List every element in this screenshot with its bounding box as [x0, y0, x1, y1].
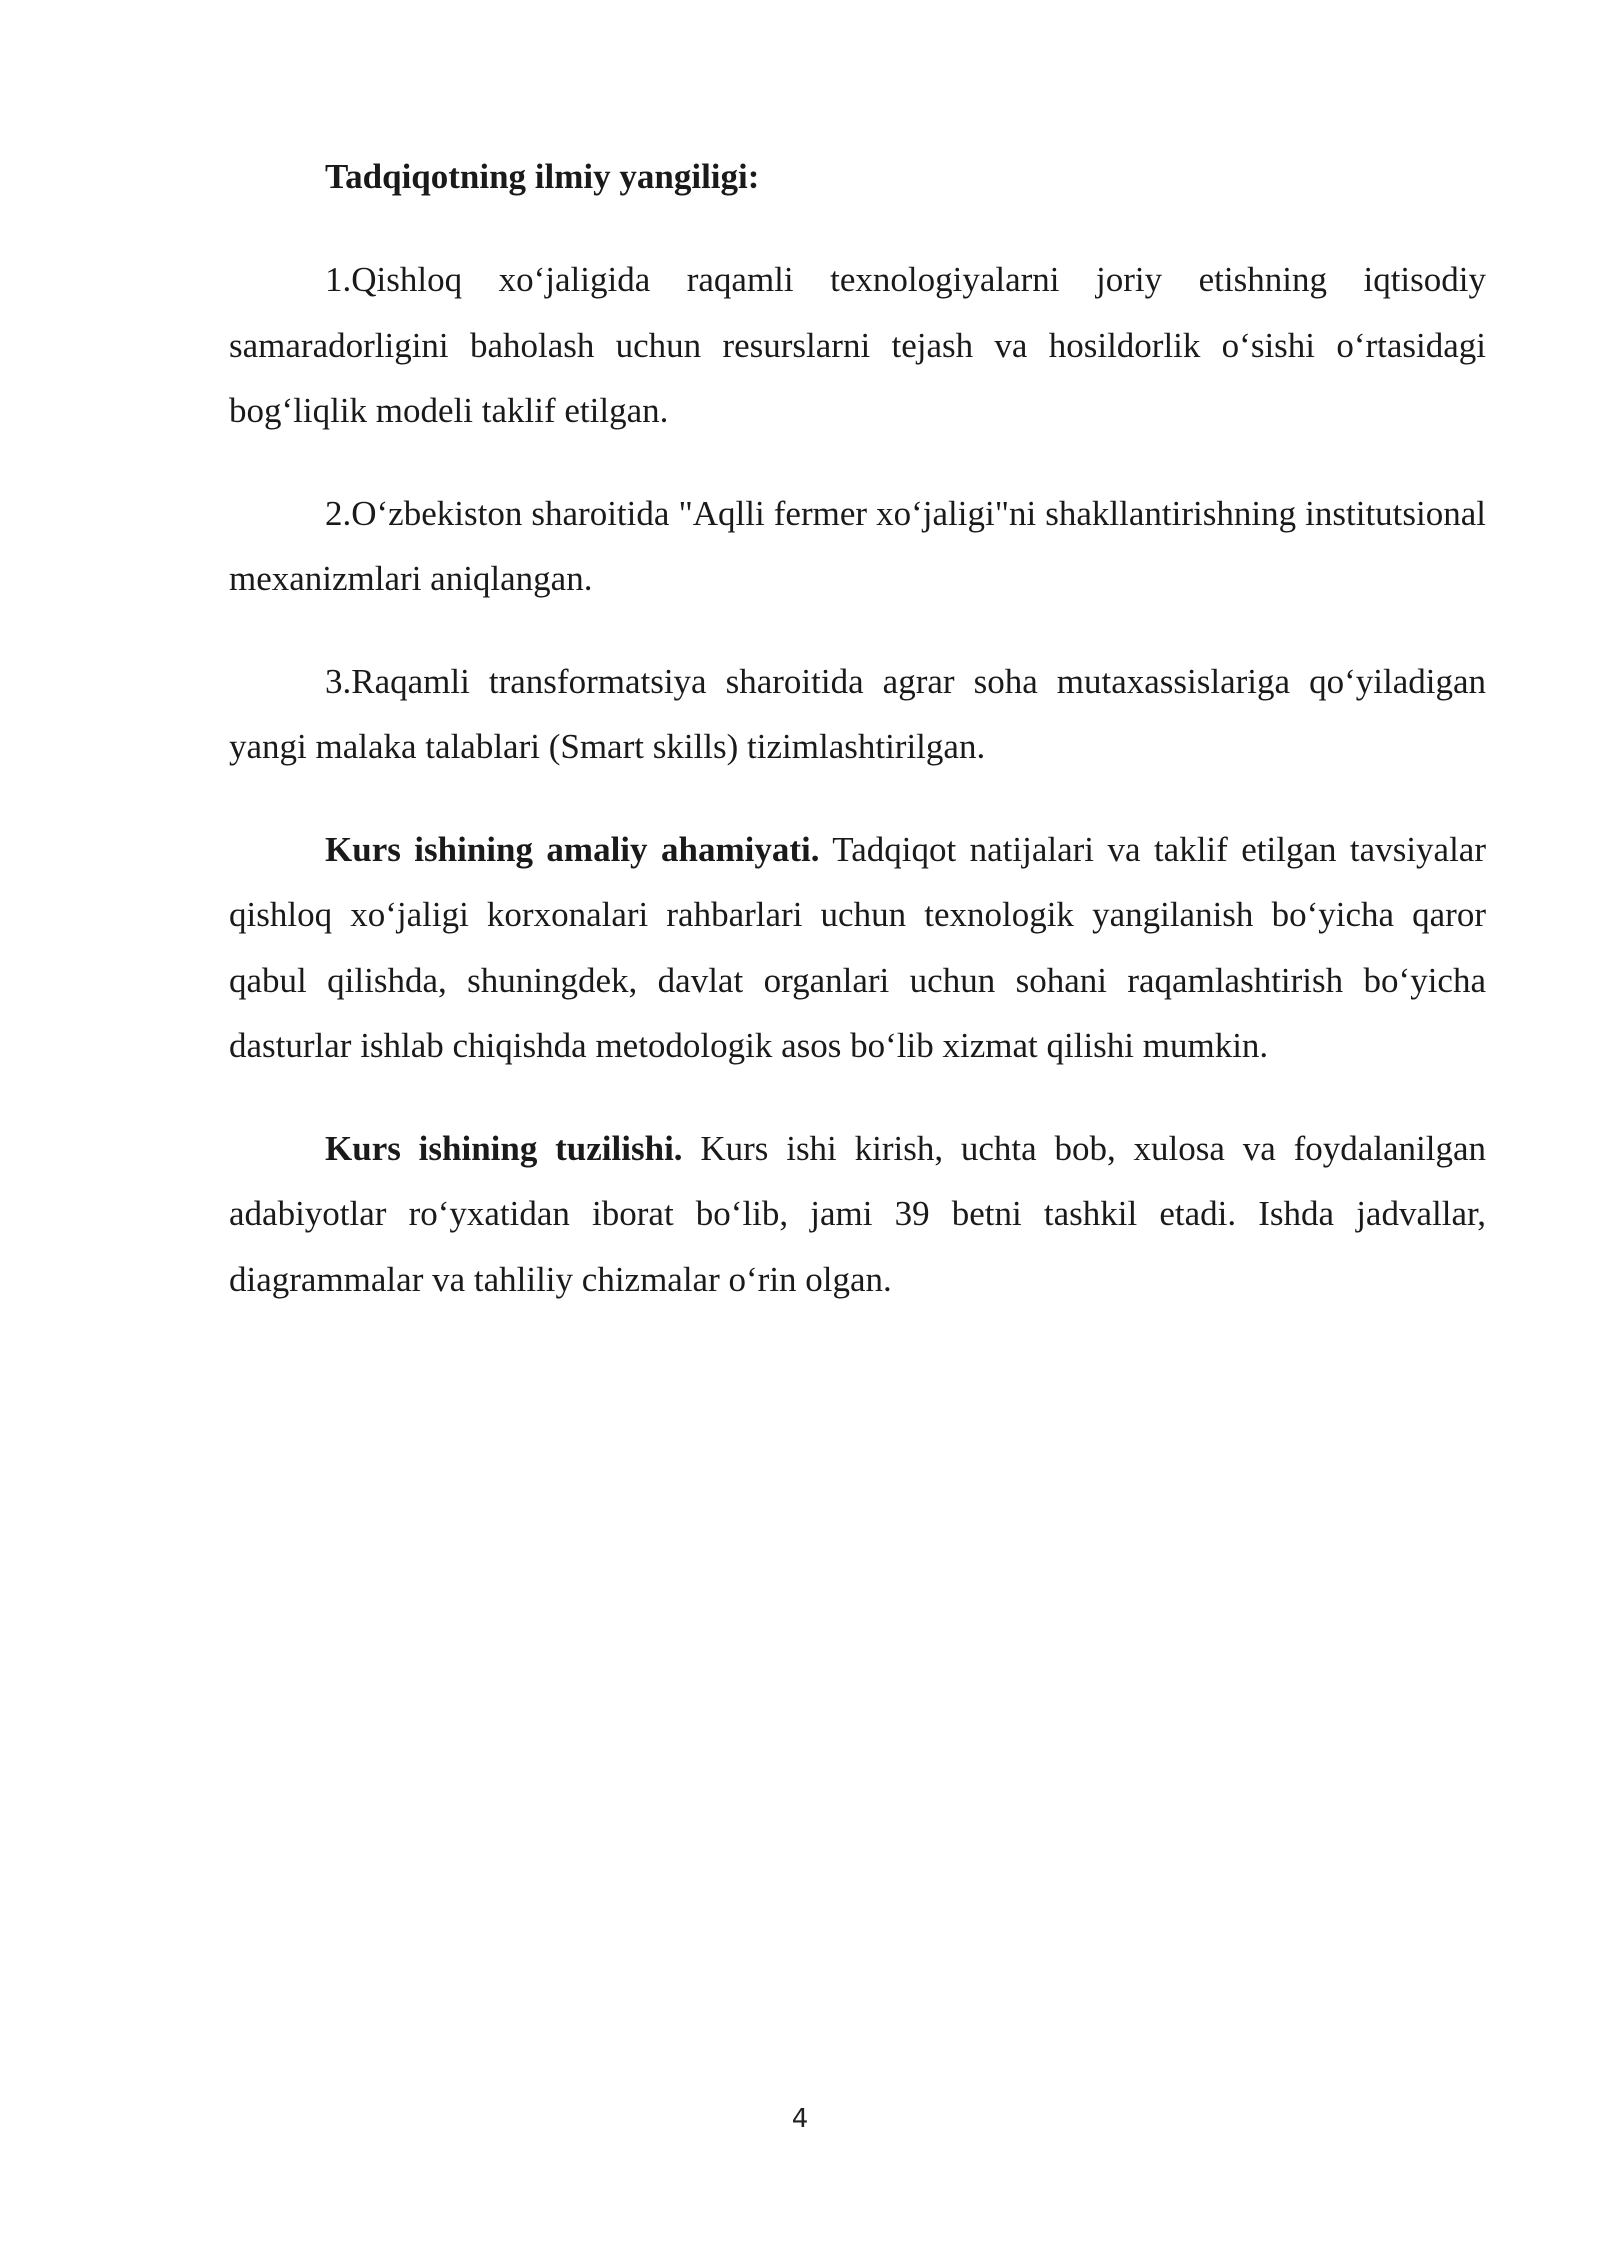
section-heading: Tadqiqotning ilmiy yangiligi: — [325, 157, 760, 196]
novelty-item-3: 3.Raqamli transformatsiya sharoitida agrar soha mutaxassislariga qo‘yiladigan yangi malaka talablari (Smart skills) tizimlashtirilgan. — [229, 661, 1486, 766]
page-content — [229, 148, 1486, 1349]
structure-text: Kurs ishi kirish, uchta bob, xulosa va foydalanilgan adabiyotlar ro‘yxatidan iborat bo‘lib, jami 39 betni tashkil etadi. Ishda jadvallar, diagrammalar va tahliliy chizmalar o‘rin olgan. — [229, 1128, 1487, 1299]
novelty-item-1: 1.Qishloq xo‘jaligida raqamli texnologiyalarni joriy etishning iqtisodiy samaradorligini baholash uchun resurslarni tejash va hosildorlik o‘sishi o‘rtasidagi bog‘liqlik modeli taklif etilgan. — [229, 260, 1486, 430]
practical-significance-text: Tadqiqot natijalari va taklif etilgan tavsiyalar qishloq xo‘jaligi korxonalari rahbarlari uchun texnologik yangilanish bo‘yicha qaror qabul qilishda, shuningdek, davlat organlari uchun sohani raqamlashtirish bo‘yicha dasturlar ishlab chiqishda metodologik asos bo‘lib xizmat qilishi mumkin. — [229, 829, 1486, 1065]
structure-title: Kurs ishining tuzilishi. — [325, 1128, 683, 1168]
novelty-item-2: 2.O‘zbekiston sharoitida "Aqlli fermer xo‘jaligi"ni shakllantirishning institutsional mexanizmlari aniqlangan. — [229, 493, 1486, 598]
structure-paragraph — [229, 1116, 1486, 1313]
practical-significance-paragraph — [229, 817, 1486, 1079]
practical-significance-title: Kurs ishining amaliy ahamiyati. — [325, 829, 820, 869]
page-number: 4 — [791, 2104, 809, 2134]
